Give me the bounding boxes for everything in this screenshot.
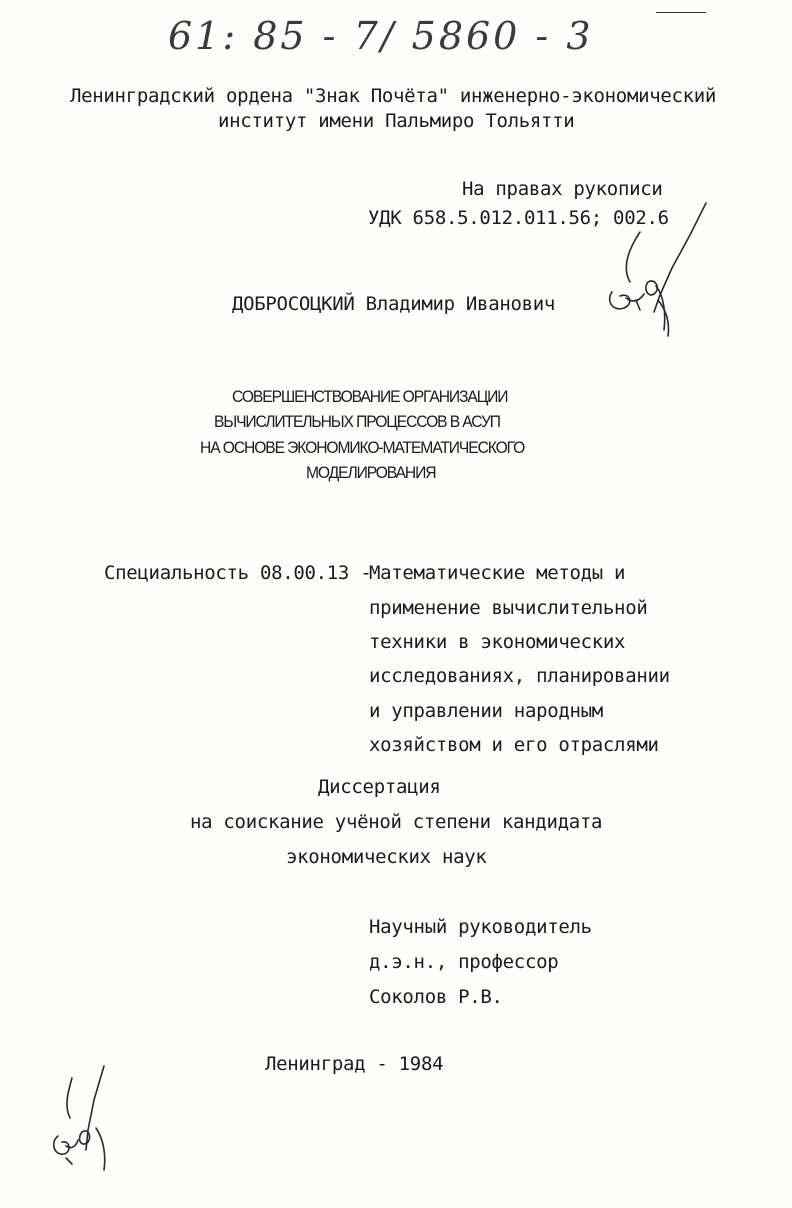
supervisor-line-3: Соколов Р.В.	[369, 986, 503, 1008]
supervisor-line-1: Научный руководитель	[369, 916, 592, 938]
udk-code: УДК 658.5.012.011.56; 002.6	[368, 207, 669, 229]
place-year: Ленинград - 1984	[265, 1053, 444, 1075]
title-line-2: ВЫЧИСЛИТЕЛЬНЫХ ПРОЦЕССОВ В АСУП	[214, 412, 500, 431]
specialty-line-4: исследованиях, планировании	[369, 665, 670, 687]
specialty-line-3: техники в экономических	[369, 631, 626, 653]
archive-code: 61: 85 - 7/ 5860 - 3	[168, 14, 594, 58]
author-name: ДОБРОСОЦКИЙ Владимир Иванович	[232, 293, 556, 315]
institution-line-1: Ленинградский ордена "Знак Почёта" инженерно-экономический	[70, 85, 717, 107]
specialty-line-2: применение вычислительной	[369, 597, 648, 619]
institution-line-2: институт имени Пальмиро Тольятти	[218, 110, 575, 132]
rights-notice: На правах рукописи	[462, 178, 663, 200]
specialty-line-1: Математические методы и	[369, 562, 626, 584]
title-line-3: НА ОСНОВЕ ЭКОНОМИКО-МАТЕМАТИЧЕСКОГО	[200, 438, 525, 457]
supervisor-line-2: д.э.н., профессор	[369, 951, 559, 973]
title-line-4: МОДЕЛИРОВАНИЯ	[306, 463, 436, 482]
title-line-1: СОВЕРШЕНСТВОВАНИЕ ОРГАНИЗАЦИИ	[232, 387, 508, 406]
degree-line-2: на соискание учёной степени кандидата	[190, 811, 603, 833]
specialty-line-5: и управлении народным	[369, 700, 603, 722]
degree-line-3: экономических наук	[286, 846, 487, 868]
specialty-line-6: хозяйством и его отраслями	[369, 734, 659, 756]
specialty-label: Специальность 08.00.13 -	[104, 562, 372, 584]
degree-line-1: Диссертация	[318, 776, 441, 798]
